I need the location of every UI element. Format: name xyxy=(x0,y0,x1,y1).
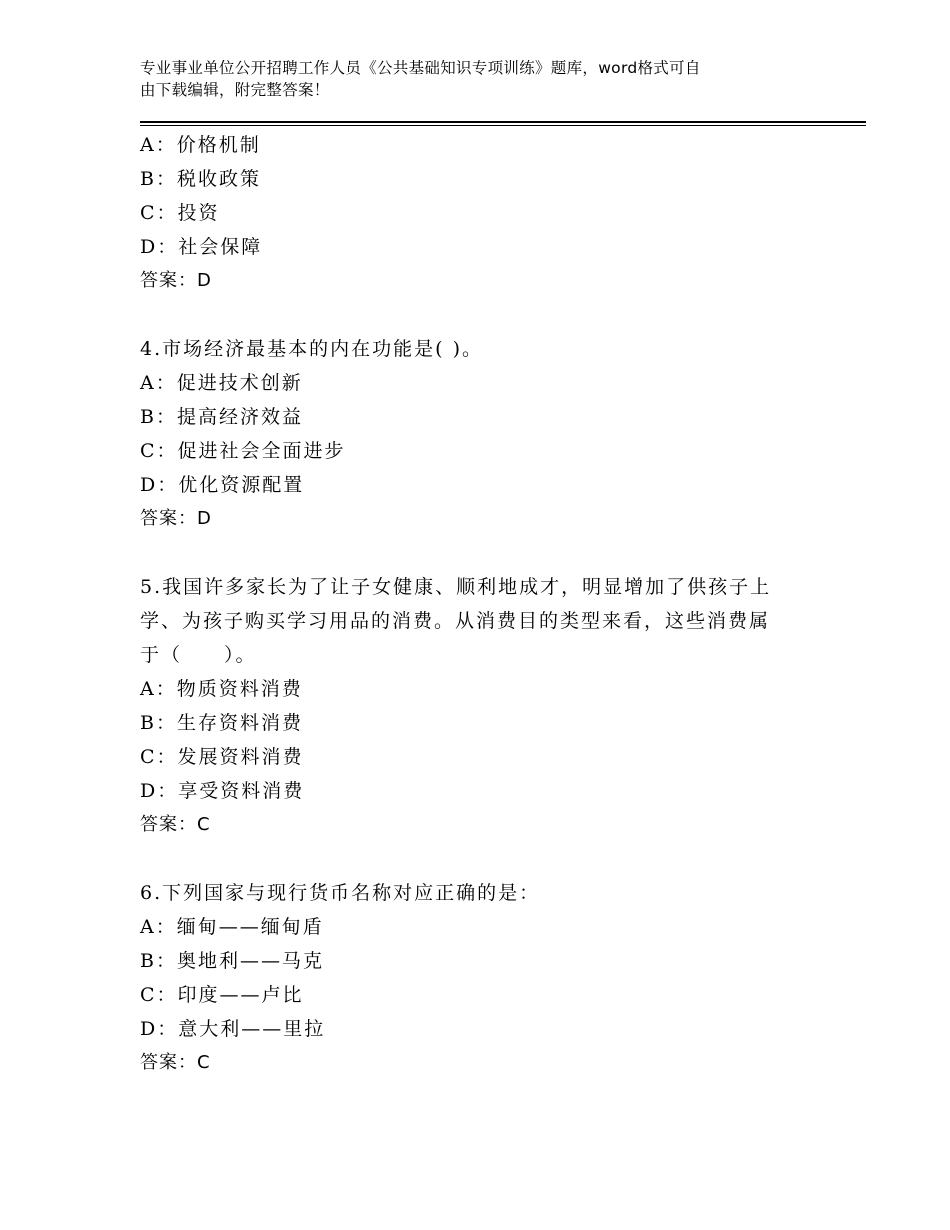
option-c: C：发展资料消费 xyxy=(140,746,304,768)
question-stem-line-3: 于（ ）。 xyxy=(140,644,257,666)
question-stem-line-1: 5.我国许多家长为了让子女健康、顺利地成才，明显增加了供孩子上 xyxy=(140,576,772,598)
question-stem: 6.下列国家与现行货币名称对应正确的是： xyxy=(140,882,541,904)
header-line-1: 专业事业单位公开招聘工作人员《公共基础知识专项训练》题库，word格式可自 xyxy=(140,59,701,77)
option-c: C：印度——卢比 xyxy=(140,984,304,1006)
header-rule-thin xyxy=(140,125,866,126)
answer: 答案：C xyxy=(140,814,211,835)
option-b: B：提高经济效益 xyxy=(140,406,303,428)
answer: 答案：C xyxy=(140,1052,211,1073)
header-rule-thick xyxy=(140,121,866,123)
option-a: A：缅甸——缅甸盾 xyxy=(140,916,324,938)
question-stem-line-2: 学、为孩子购买学习用品的消费。从消费目的类型来看，这些消费属 xyxy=(140,610,771,632)
option-d: D：享受资料消费 xyxy=(140,780,305,802)
spacer xyxy=(140,298,820,332)
option-c: C：投资 xyxy=(140,202,220,224)
option-b: B：生存资料消费 xyxy=(140,712,303,734)
option-a: A：促进技术创新 xyxy=(140,372,303,394)
option-b: B：税收政策 xyxy=(140,168,261,190)
answer: 答案：D xyxy=(140,508,212,529)
spacer xyxy=(140,842,820,876)
option-d: D：社会保障 xyxy=(140,236,263,258)
option-d: D：意大利——里拉 xyxy=(140,1018,326,1040)
option-b: B：奥地利——马克 xyxy=(140,950,324,972)
question-6 xyxy=(140,876,820,1080)
question-4 xyxy=(140,332,820,536)
question-3 xyxy=(140,128,820,298)
option-c: C：促进社会全面进步 xyxy=(140,440,346,462)
option-a: A：价格机制 xyxy=(140,134,261,156)
question-5 xyxy=(140,570,820,842)
spacer xyxy=(140,536,820,570)
option-d: D：优化资源配置 xyxy=(140,474,305,496)
option-a: A：物质资料消费 xyxy=(140,678,303,700)
header-line-2: 由下载编辑，附完整答案！ xyxy=(140,81,330,99)
page-header xyxy=(140,57,800,101)
answer: 答案：D xyxy=(140,270,212,291)
question-stem: 4.市场经济最基本的内在功能是( )。 xyxy=(140,338,483,360)
question-list xyxy=(140,128,820,1080)
